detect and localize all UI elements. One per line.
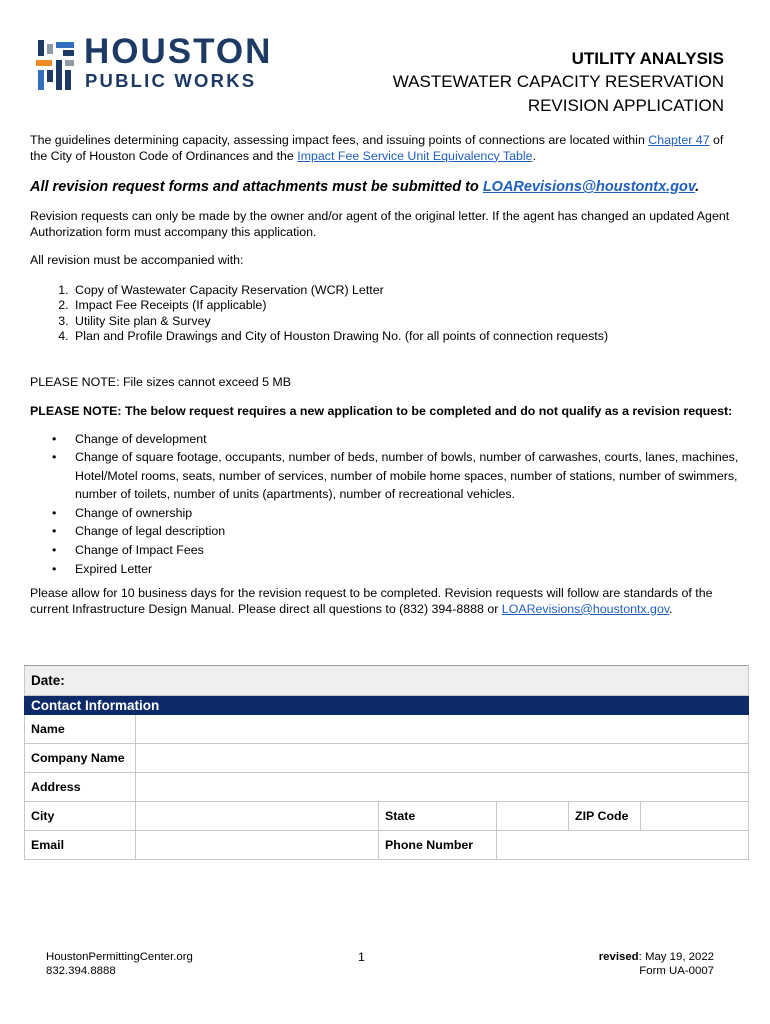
requirements-heading: All revision must be accompanied with:	[30, 253, 244, 267]
phone-number-label: Phone Number	[379, 831, 497, 860]
logo-bar-2	[47, 44, 53, 54]
revised-date: : May 19, 2022	[638, 951, 714, 963]
logo-bar-7	[65, 60, 74, 66]
houston-public-works-logo	[34, 32, 304, 96]
footer-contact	[46, 950, 193, 978]
logo-bar-10	[65, 70, 71, 90]
questions-email-link[interactable]: LOARevisions@houstontx.gov	[501, 601, 670, 616]
phone-number-field[interactable]	[497, 831, 749, 860]
houston-mark-icon	[34, 36, 78, 94]
city-state-zip-row	[25, 802, 749, 831]
submission-text: All revision request forms and attachments must be submitted to	[30, 179, 483, 195]
name-label: Name	[25, 715, 136, 744]
date-row	[25, 666, 749, 696]
submission-end: .	[695, 179, 700, 195]
state-label: State	[379, 802, 497, 831]
list-item: 3. Utility Site plan & Survey	[72, 314, 740, 330]
footer-revision-info	[599, 950, 714, 978]
contact-information-heading: Contact Information	[25, 696, 749, 715]
contact-section-header	[25, 696, 749, 715]
list-item: • Change of Impact Fees	[75, 541, 740, 560]
logo-bar-9	[47, 70, 53, 82]
list-item: • Change of development	[75, 430, 740, 449]
brand-subname: PUBLIC WORKS	[85, 70, 257, 91]
contact-form	[24, 665, 749, 860]
guidelines-text-middle: of the City of Houston Code of Ordinances and the	[30, 133, 724, 163]
document-body	[30, 133, 740, 617]
processing-time-text: Please allow for 10 business days for the revision request to be completed. Revision requests will follow are standards of the current Infrastructure Design Manual. Please direct all questions to (832) 394-8888 or	[30, 586, 713, 616]
list-item: • Change of square footage, occupants, number of beds, number of bowls, number of carwashes, courts, lanes, machines, Hotel/Motel rooms, seats, number of services, number of mobile home spaces, number of stations, number of swimmers, number of toilets, number of units (apartments), number of recreational vehicles.	[75, 448, 740, 504]
name-row	[25, 715, 749, 744]
revised-label: revised	[598, 951, 639, 963]
company-row	[25, 744, 749, 773]
list-item: 1. Copy of Wastewater Capacity Reservation (WCR) Letter	[72, 283, 740, 299]
date-field[interactable]	[25, 666, 749, 696]
logo-bar-1	[38, 40, 44, 56]
revision-owner-note: Revision requests can only be made by the owner and/or agent of the original letter. If the agent has changed an updated Agent Authorization form must accompany this application.	[30, 209, 730, 239]
logo-bar-4	[63, 50, 74, 56]
logo-bar-5	[36, 60, 52, 66]
city-field[interactable]	[136, 802, 379, 831]
submission-email-link[interactable]: LOARevisions@houstontx.gov	[482, 179, 696, 195]
address-label: Address	[25, 773, 136, 802]
email-phone-row	[25, 831, 749, 860]
document-title-block	[393, 48, 724, 118]
chapter-47-link[interactable]: Chapter 47	[648, 133, 710, 147]
document-subtitle-line2: REVISION APPLICATION	[527, 96, 724, 115]
logo-bar-8	[38, 70, 44, 90]
page-number: 1	[358, 950, 365, 964]
new-application-note: PLEASE NOTE: The below request requires a new application to be completed and do not qualify as a revision request:	[30, 404, 733, 418]
email-label: Email	[25, 831, 136, 860]
logo-bar-3	[56, 42, 74, 48]
impact-fee-table-link[interactable]: Impact Fee Service Unit Equivalency Table	[297, 148, 533, 163]
name-field[interactable]	[136, 715, 749, 744]
address-row	[25, 773, 749, 802]
zip-code-label: ZIP Code	[569, 802, 641, 831]
state-field[interactable]	[497, 802, 569, 831]
guidelines-text-end: .	[532, 148, 537, 163]
address-field[interactable]	[136, 773, 749, 802]
zip-code-field[interactable]	[641, 802, 749, 831]
form-number: Form UA-0007	[639, 965, 714, 977]
list-item: • Change of legal description	[75, 522, 740, 541]
footer-website: HoustonPermittingCenter.org	[46, 951, 193, 963]
submission-instruction	[30, 178, 740, 196]
guidelines-text: The guidelines determining capacity, assessing impact fees, and issuing points of connections are located within	[30, 133, 649, 147]
footer-revised-line	[599, 950, 714, 964]
document-subtitle-line1: WASTEWATER CAPACITY RESERVATION	[392, 72, 724, 91]
new-application-changes-list	[30, 430, 740, 579]
requirements-list	[30, 283, 740, 345]
company-name-label: Company Name	[25, 744, 136, 773]
footer-phone: 832.394.8888	[46, 965, 116, 977]
list-item: 4. Plan and Profile Drawings and City of Houston Drawing No. (for all points of connection requests)	[72, 329, 740, 345]
company-name-field[interactable]	[136, 744, 749, 773]
processing-time-paragraph	[30, 586, 740, 617]
logo-bar-6	[56, 60, 62, 90]
list-item: • Change of ownership	[75, 504, 740, 523]
email-field[interactable]	[136, 831, 379, 860]
list-item: 2. Impact Fee Receipts (If applicable)	[72, 298, 740, 314]
file-size-note: PLEASE NOTE: File sizes cannot exceed 5 MB	[30, 374, 292, 389]
list-item: • Expired Letter	[75, 560, 740, 579]
date-label: Date:	[31, 673, 65, 688]
processing-time-end: .	[669, 601, 673, 616]
document-title: UTILITY ANALYSIS	[571, 49, 724, 68]
city-label: City	[25, 802, 136, 831]
guidelines-paragraph	[30, 133, 740, 164]
brand-name: HOUSTON	[84, 32, 273, 71]
